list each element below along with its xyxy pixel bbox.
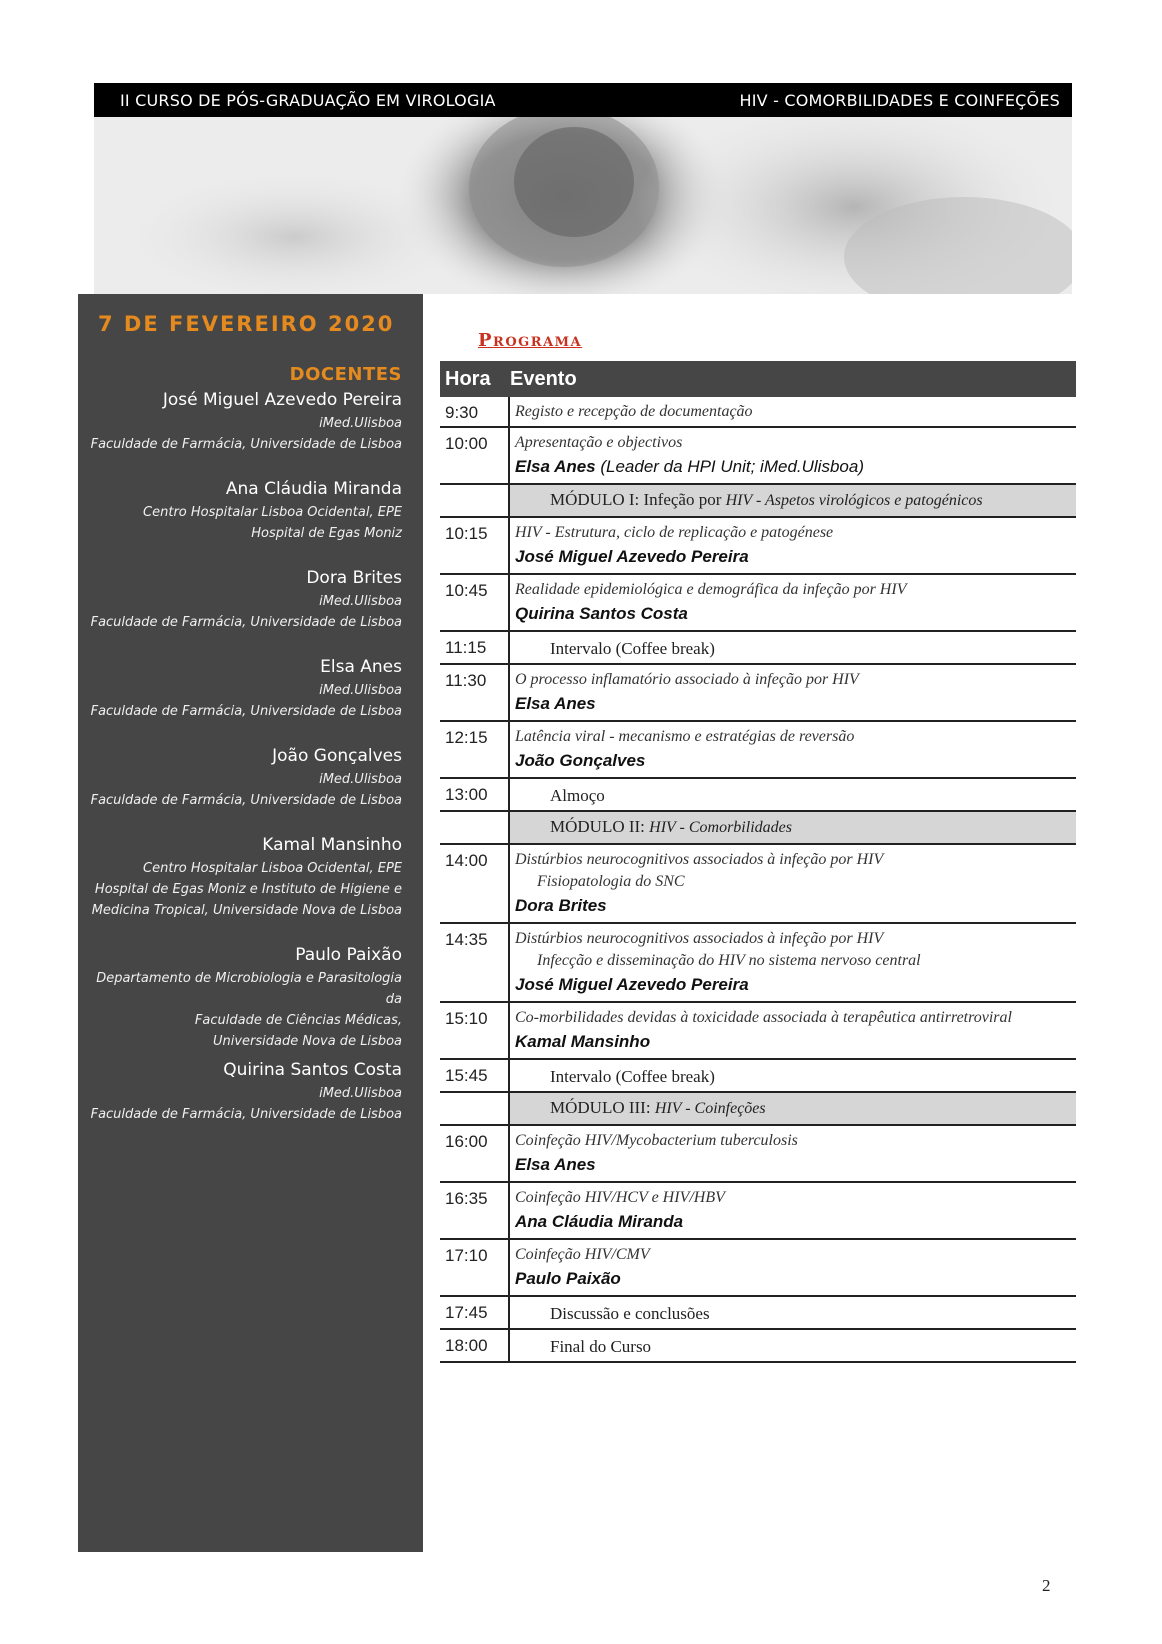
docente-name: Kamal Mansinho [262,835,402,855]
event-cell [510,845,1076,922]
schedule-row [440,1126,1076,1183]
docentes-heading: DOCENTES [289,364,402,385]
sidebar-panel [78,294,423,1552]
talk-subtopic: Infecção e disseminação do HIV no sistema nervoso central [537,952,921,969]
docente-affiliation: Centro Hospitalar Lisboa Ocidental, EPE [143,505,402,520]
docente-item [82,1059,402,1125]
docente-item [82,745,402,811]
schedule-row [440,845,1076,924]
schedule-row [440,397,1076,428]
schedule-row [440,924,1076,1003]
time-cell: 10:15 [440,518,510,573]
time-cell: 17:45 [440,1297,510,1328]
schedule-row [440,1183,1076,1240]
docente-affiliation: Departamento de Microbiologia e Parasitologia da [96,971,402,1007]
docente-item [82,834,402,921]
talk-topic: Coinfeção HIV/CMV [515,1246,650,1263]
event-cell [510,1060,1076,1091]
docente-affiliation: Faculdade de Ciências Médicas, [194,1013,402,1028]
virus-micrograph-banner [94,117,1072,294]
talk-topic: Latência viral - mecanismo e estratégias de reversão [515,728,855,745]
docente-name: Elsa Anes [320,657,402,677]
docente-affiliation: Medicina Tropical, Universidade Nova de Lisboa [91,903,402,918]
speaker-name: Paulo Paixão [515,1269,621,1288]
event-cell [510,1297,1076,1328]
speaker-affiliation: (Leader da HPI Unit; iMed.Ulisboa) [595,457,864,476]
talk-speaker [515,893,1076,919]
event-text: Intervalo (Coffee break) [550,1067,715,1086]
talk-speaker [515,544,1076,570]
schedule-row [440,1330,1076,1363]
event-text: Final do Curso [550,1337,652,1356]
docente-name: Quirina Santos Costa [223,1060,402,1080]
event-cell [510,575,1076,630]
module-title [550,1097,1076,1120]
event-text: Intervalo (Coffee break) [550,639,715,658]
time-cell: 15:10 [440,1003,510,1058]
docente-item [82,944,402,1052]
docente-name: José Miguel Azevedo Pereira [162,390,402,410]
schedule-row [440,665,1076,722]
talk-topic: Co-morbilidades devidas à toxicidade associada à terapêutica antirretroviral [515,1009,1012,1026]
talk-speaker [515,1029,1076,1055]
schedule-row [440,1003,1076,1060]
docente-affiliation: Universidade Nova de Lisboa [212,1034,402,1049]
talk-speaker [515,691,1076,717]
talk-speaker [515,454,1076,480]
speaker-name: José Miguel Azevedo Pereira [515,975,749,994]
time-cell: 11:30 [440,665,510,720]
event-cell [510,1126,1076,1181]
time-cell: 10:00 [440,428,510,483]
time-cell: 17:10 [440,1240,510,1295]
module-row [440,812,1076,845]
docente-affiliation: Faculdade de Farmácia, Universidade de Lisboa [90,704,402,719]
time-cell: 18:00 [440,1330,510,1361]
time-cell: 9:30 [440,397,510,426]
event-cell [510,665,1076,720]
module-title [550,816,1076,839]
module-subject: HIV - Comorbilidades [649,819,792,836]
module-row [440,1093,1076,1126]
event-cell [510,1183,1076,1238]
event-cell [510,485,1076,516]
docente-affiliation: iMed.Ulisboa [319,416,402,431]
col-evento: Evento [510,367,577,390]
schedule-row [440,779,1076,812]
speaker-name: Ana Cláudia Miranda [515,1212,684,1231]
talk-topic: Apresentação e objectivos [515,434,683,451]
speaker-name: Dora Brites [515,896,607,915]
time-cell: 16:00 [440,1126,510,1181]
time-cell: 10:45 [440,575,510,630]
talk-topic: Coinfeção HIV/Mycobacterium tuberculosis [515,1132,798,1149]
docente-affiliation: Faculdade de Farmácia, Universidade de Lisboa [90,615,402,630]
module-title [550,489,1076,512]
docente-affiliation: Faculdade de Farmácia, Universidade de Lisboa [90,793,402,808]
schedule-row [440,1060,1076,1093]
event-text: Almoço [550,786,605,805]
page-number: 2 [1042,1576,1051,1595]
talk-topic: Distúrbios neurocognitivos associados à infeção por HIV [515,930,884,947]
time-cell: 13:00 [440,779,510,810]
speaker-name: Quirina Santos Costa [515,604,688,623]
docente-name: João Gonçalves [272,746,402,766]
time-cell: 16:35 [440,1183,510,1238]
module-row [440,485,1076,518]
docente-name: Paulo Paixão [295,945,402,965]
talk-speaker [515,1266,1076,1292]
event-cell [510,397,1076,426]
talk-speaker [515,601,1076,627]
talk-speaker [515,1209,1076,1235]
docente-affiliation: iMed.Ulisboa [319,594,402,609]
talk-topic: Registo e recepção de documentação [515,403,753,420]
schedule-row [440,428,1076,485]
module-subject: HIV - Aspetos virológicos e patogénicos [725,492,983,509]
speaker-name: Elsa Anes [515,1155,596,1174]
time-cell [440,485,510,516]
talk-topic: Distúrbios neurocognitivos associados à infeção por HIV [515,851,884,868]
talk-topic: HIV - Estrutura, ciclo de replicação e patogénese [515,524,834,541]
module-subject: HIV - Coinfeções [654,1100,766,1117]
docente-affiliation: iMed.Ulisboa [319,1086,402,1101]
event-text: Discussão e conclusões [550,1304,710,1323]
programa-heading: Programa [478,330,583,351]
event-cell [510,632,1076,663]
talk-topic: O processo inflamatório associado à infeção por HIV [515,671,859,688]
event-date: 7 DE FEVEREIRO 2020 [98,312,395,336]
talk-speaker [515,1152,1076,1178]
talk-subtopic: Fisiopatologia do SNC [537,873,685,890]
event-cell [510,1093,1076,1124]
docente-item [82,656,402,722]
schedule-row [440,1240,1076,1297]
event-cell [510,779,1076,810]
docente-affiliation: iMed.Ulisboa [319,772,402,787]
speaker-name: Elsa Anes [515,457,596,476]
col-hora: Hora [445,367,491,390]
event-cell [510,1003,1076,1058]
speaker-name: José Miguel Azevedo Pereira [515,547,749,566]
event-cell [510,722,1076,777]
docente-affiliation: Faculdade de Farmácia, Universidade de Lisboa [90,1107,402,1122]
speaker-name: Elsa Anes [515,694,596,713]
header-bar [94,83,1072,117]
schedule-row [440,575,1076,632]
docente-affiliation: Hospital de Egas Moniz e Instituto de Higiene e [94,882,402,897]
talk-speaker [515,972,1076,998]
time-cell: 12:15 [440,722,510,777]
event-cell [510,812,1076,843]
speaker-name: Kamal Mansinho [515,1032,651,1051]
schedule-table [440,361,1076,1363]
schedule-header [440,361,1076,397]
time-cell: 14:00 [440,845,510,922]
docente-affiliation: Faculdade de Farmácia, Universidade de Lisboa [90,437,402,452]
docente-affiliation: iMed.Ulisboa [319,683,402,698]
talk-topic: Realidade epidemiológica e demográfica da infeção por HIV [515,581,907,598]
event-cell [510,1330,1076,1361]
docente-affiliation: Centro Hospitalar Lisboa Ocidental, EPE [143,861,402,876]
docente-item [82,567,402,633]
schedule-row [440,518,1076,575]
course-subtitle: HIV - COMORBILIDADES E COINFEÇÕES [739,90,1060,110]
time-cell [440,812,510,843]
time-cell: 15:45 [440,1060,510,1091]
docente-item [82,389,402,455]
module-label: MÓDULO II: [550,817,650,836]
event-cell [510,924,1076,1001]
time-cell [440,1093,510,1124]
talk-topic: Coinfeção HIV/HCV e HIV/HBV [515,1189,725,1206]
schedule-row [440,632,1076,665]
module-label: MÓDULO III: [550,1098,655,1117]
time-cell: 14:35 [440,924,510,1001]
docente-affiliation: Hospital de Egas Moniz [251,526,402,541]
docente-item [82,478,402,544]
docente-name: Ana Cláudia Miranda [225,479,402,499]
talk-speaker [515,748,1076,774]
schedule-row [440,722,1076,779]
event-cell [510,428,1076,483]
course-title: II CURSO DE PÓS-GRADUAÇÃO EM VIROLOGIA [120,90,496,110]
event-cell [510,518,1076,573]
schedule-rows [440,397,1076,1363]
speaker-name: João Gonçalves [515,751,646,770]
docente-name: Dora Brites [306,568,402,588]
module-label: MÓDULO I: Infeção por [550,490,726,509]
schedule-row [440,1297,1076,1330]
time-cell: 11:15 [440,632,510,663]
event-cell [510,1240,1076,1295]
